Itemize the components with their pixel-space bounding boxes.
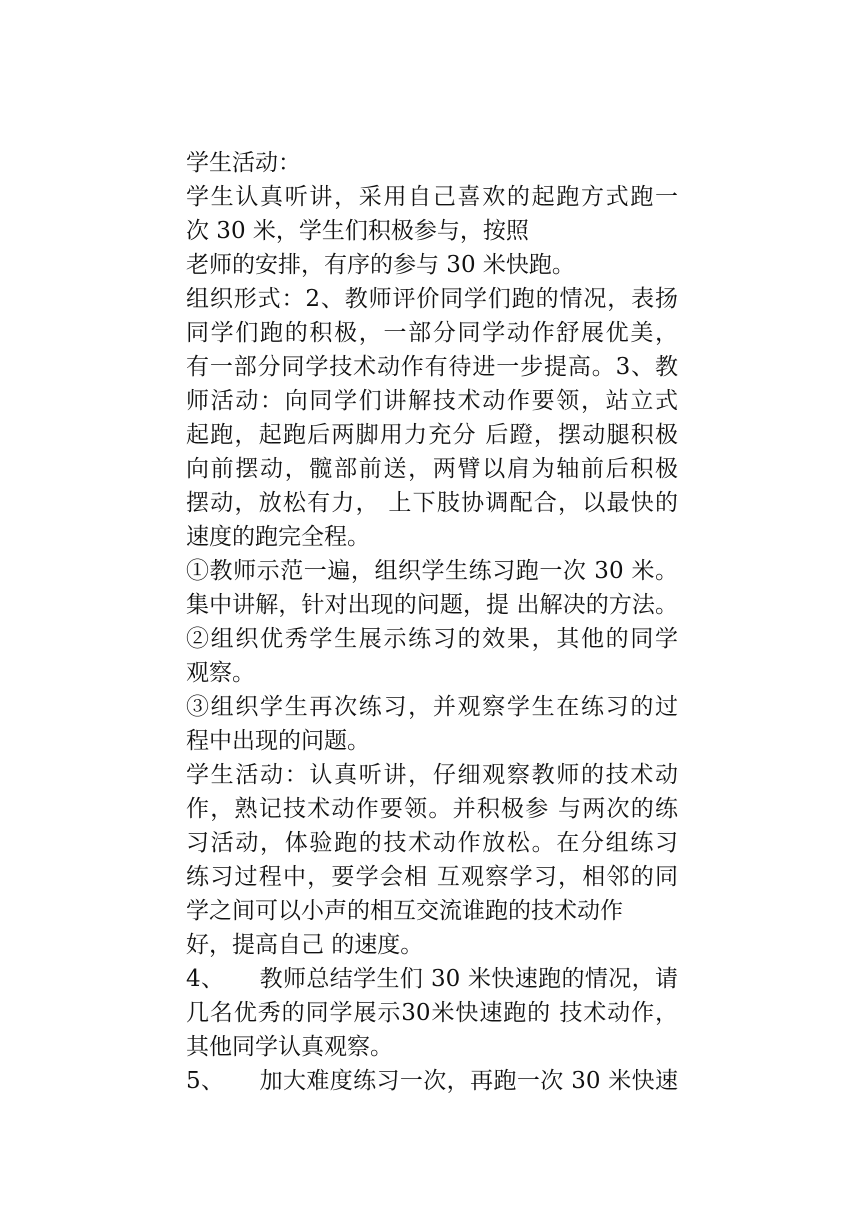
text-line: 向前摆动，髋部前送，两臂以肩为轴前后积极 xyxy=(186,456,678,482)
text-line: 作，熟记技术动作要领。并积极参 与两次的练 xyxy=(186,796,678,822)
text-line: ③组织学生再次练习，并观察学生在练习的过 xyxy=(186,694,678,720)
text-line: 好，提高自己 的速度。 xyxy=(186,932,424,958)
text-line: 4、 教师总结学生们 30 米快速跑的情况，请 xyxy=(186,966,678,992)
text-line: 老师的安排，有序的参与 30 米快跑。 xyxy=(186,252,575,278)
text-line: 几名优秀的同学展示30米快速跑的 技术动作， xyxy=(186,1000,678,1026)
text-line: 速度的跑完全程。 xyxy=(186,524,370,550)
text-line: 习活动，体验跑的技术动作放松。在分组练习 xyxy=(186,830,678,856)
text-line: ②组织优秀学生展示练习的效果，其他的同学 xyxy=(186,626,678,652)
text-line: 学生活动：认真听讲，仔细观察教师的技术动 xyxy=(186,762,678,788)
text-line: 学生活动： xyxy=(186,150,301,176)
text-line: 学之间可以小声的相互交流谁跑的技术动作 xyxy=(186,898,623,924)
text-line: 其他同学认真观察。 xyxy=(186,1034,393,1060)
text-line: 次 30 米，学生们积极参与，按照 xyxy=(186,218,529,244)
text-line: 起跑，起跑后两脚用力充分 后蹬，摆动腿积极 xyxy=(186,422,678,448)
text-line: 学生认真听讲，采用自己喜欢的起跑方式跑一 xyxy=(186,184,678,210)
text-line: 同学们跑的积极，一部分同学动作舒展优美， xyxy=(186,320,678,346)
body-text xyxy=(186,146,678,1098)
text-line: 摆动，放松有力， 上下肢协调配合，以最快的 xyxy=(186,490,678,516)
text-line: 师活动：向同学们讲解技术动作要领，站立式 xyxy=(186,388,678,414)
text-line: 集中讲解，针对出现的问题，提 出解决的方法。 xyxy=(186,592,678,618)
text-line: 有一部分同学技术动作有待进一步提高。3、教 xyxy=(186,354,678,380)
text-line: 程中出现的问题。 xyxy=(186,728,370,754)
text-line: 观察。 xyxy=(186,660,255,686)
text-line: ①教师示范一遍，组织学生练习跑一次 30 米。 xyxy=(186,558,678,584)
text-line: 5、 加大难度练习一次，再跑一次 30 米快速 xyxy=(186,1068,678,1094)
text-line: 组织形式：2、教师评价同学们跑的情况，表扬 xyxy=(186,286,678,312)
text-line: 练习过程中，要学会相 互观察学习，相邻的同 xyxy=(186,864,678,890)
